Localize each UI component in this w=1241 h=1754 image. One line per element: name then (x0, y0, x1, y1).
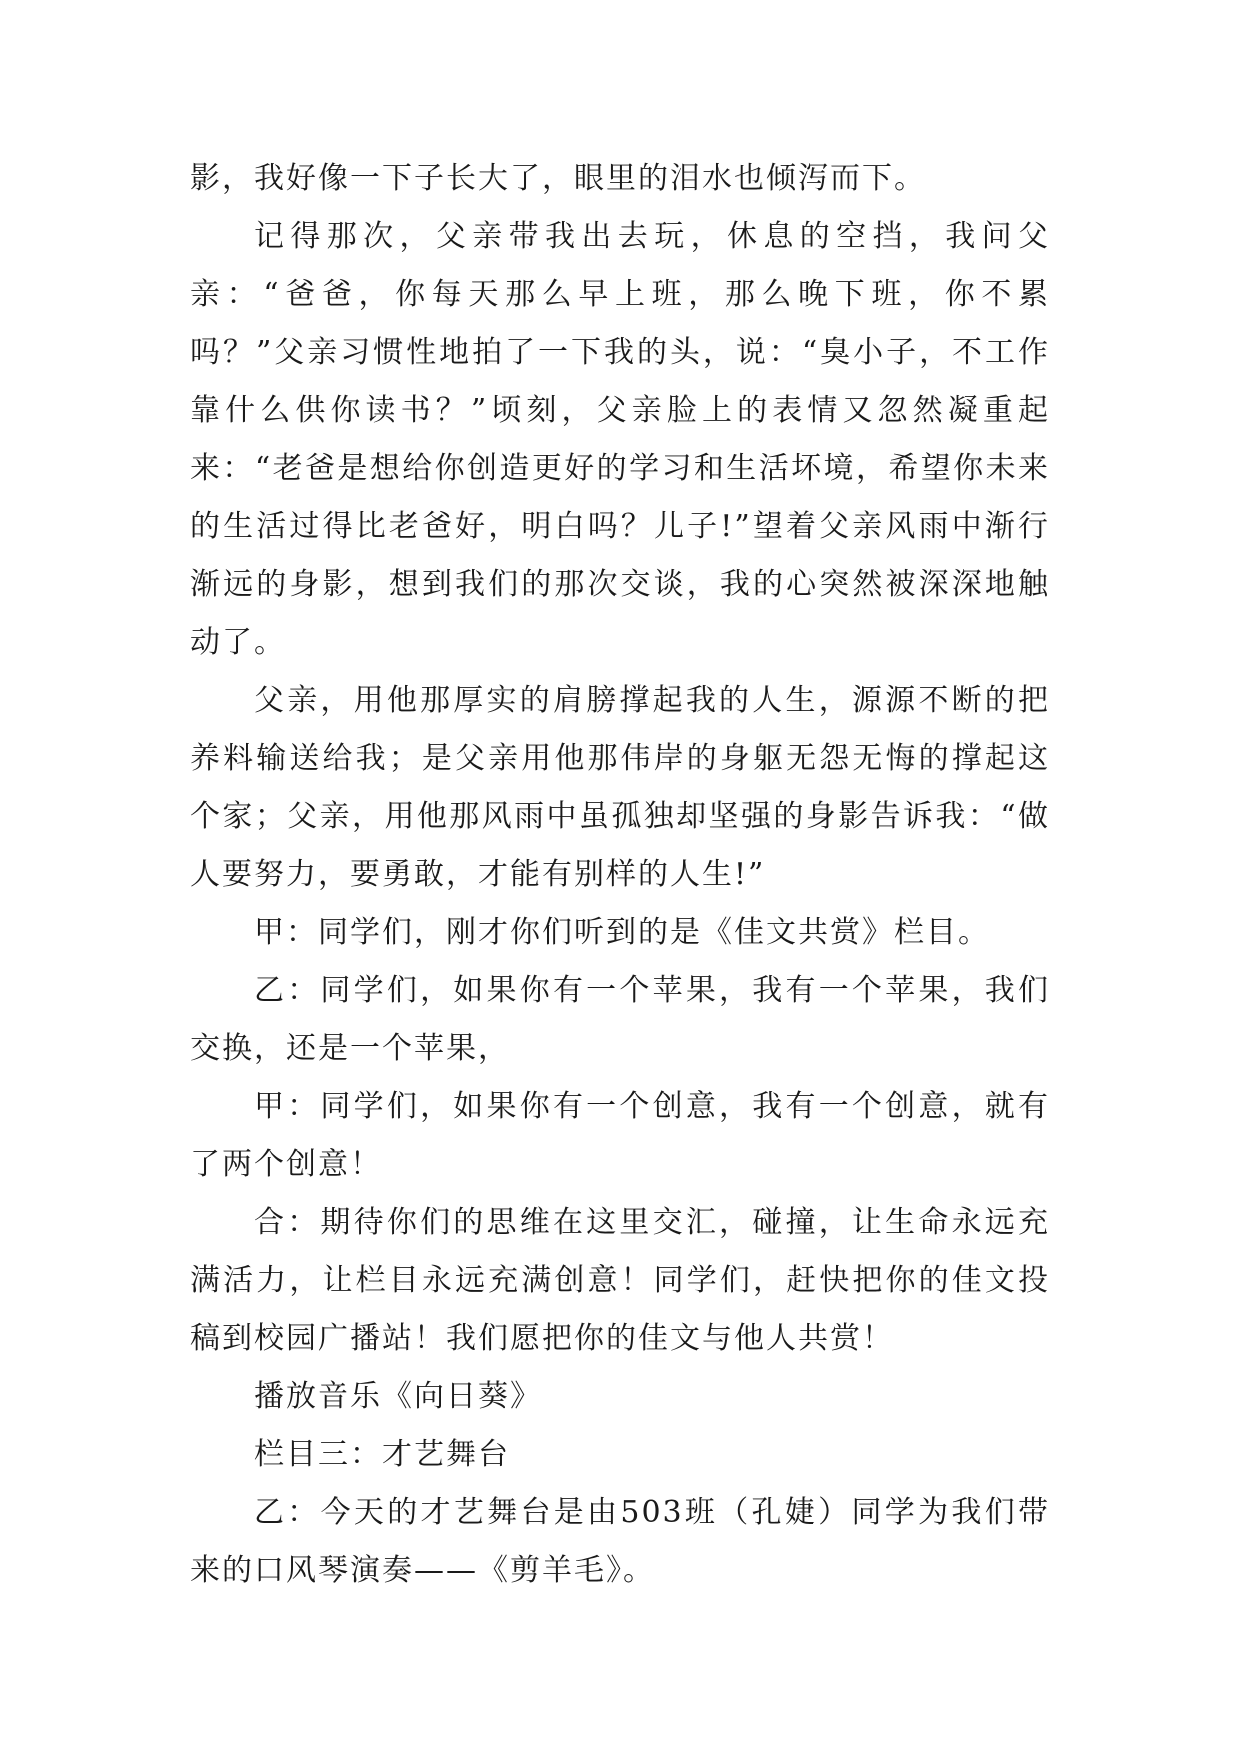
paragraph-father-shoulders: 父亲，用他那厚实的肩膀撑起我的人生，源源不断的把养料输送给我；是父亲用他那伟岸的身躯无怨无悔的撑起这个家；父亲，用他那风雨中虽孤独却坚强的身影告诉我：“做人要努力，要勇敢，才能有别样的人生!” (190, 683, 1050, 892)
paragraph-father-conversation: 记得那次，父亲带我出去玩，休息的空挡，我问父亲：“爸爸，你每天那么早上班，那么晚下班，你不累吗？”父亲习惯性地拍了一下我的头，说：“臭小子，不工作靠什么供你读书？”顷刻，父亲脸上的表情又忽然凝重起来：“老爸是想给你创造更好的学习和生活坏境，希望你未来的生活过得比老爸好，明白吗？儿子!”望着父亲风雨中渐行渐远的身影，想到我们的那次交谈，我的心突然被深深地触动了。 (190, 219, 1050, 660)
paragraph-section-three: 栏目三：才艺舞台 (254, 1437, 510, 1472)
paragraph-host-b-1: 乙：同学们，如果你有一个苹果，我有一个苹果，我们交换，还是一个苹果， (190, 973, 1050, 1066)
paragraph-host-a-1: 甲：同学们，刚才你们听到的是《佳文共赏》栏目。 (254, 915, 990, 950)
paragraph-play-music: 播放音乐《向日葵》 (254, 1379, 542, 1414)
paragraph-host-a-2: 甲：同学们，如果你有一个创意，我有一个创意，就有了两个创意！ (190, 1089, 1050, 1182)
paragraph-host-b-2: 乙：今天的才艺舞台是由503班（孔婕）同学为我们带来的口风琴演奏——《剪羊毛》。 (190, 1495, 1050, 1588)
document-body (190, 150, 1050, 1600)
paragraph-together: 合：期待你们的思维在这里交汇，碰撞，让生命永远充满活力，让栏目永远充满创意！同学们，赶快把你的佳文投稿到校园广播站！我们愿把你的佳文与他人共赏！ (190, 1205, 1050, 1356)
paragraph-continuation: 影，我好像一下子长大了，眼里的泪水也倾泻而下。 (190, 161, 926, 196)
